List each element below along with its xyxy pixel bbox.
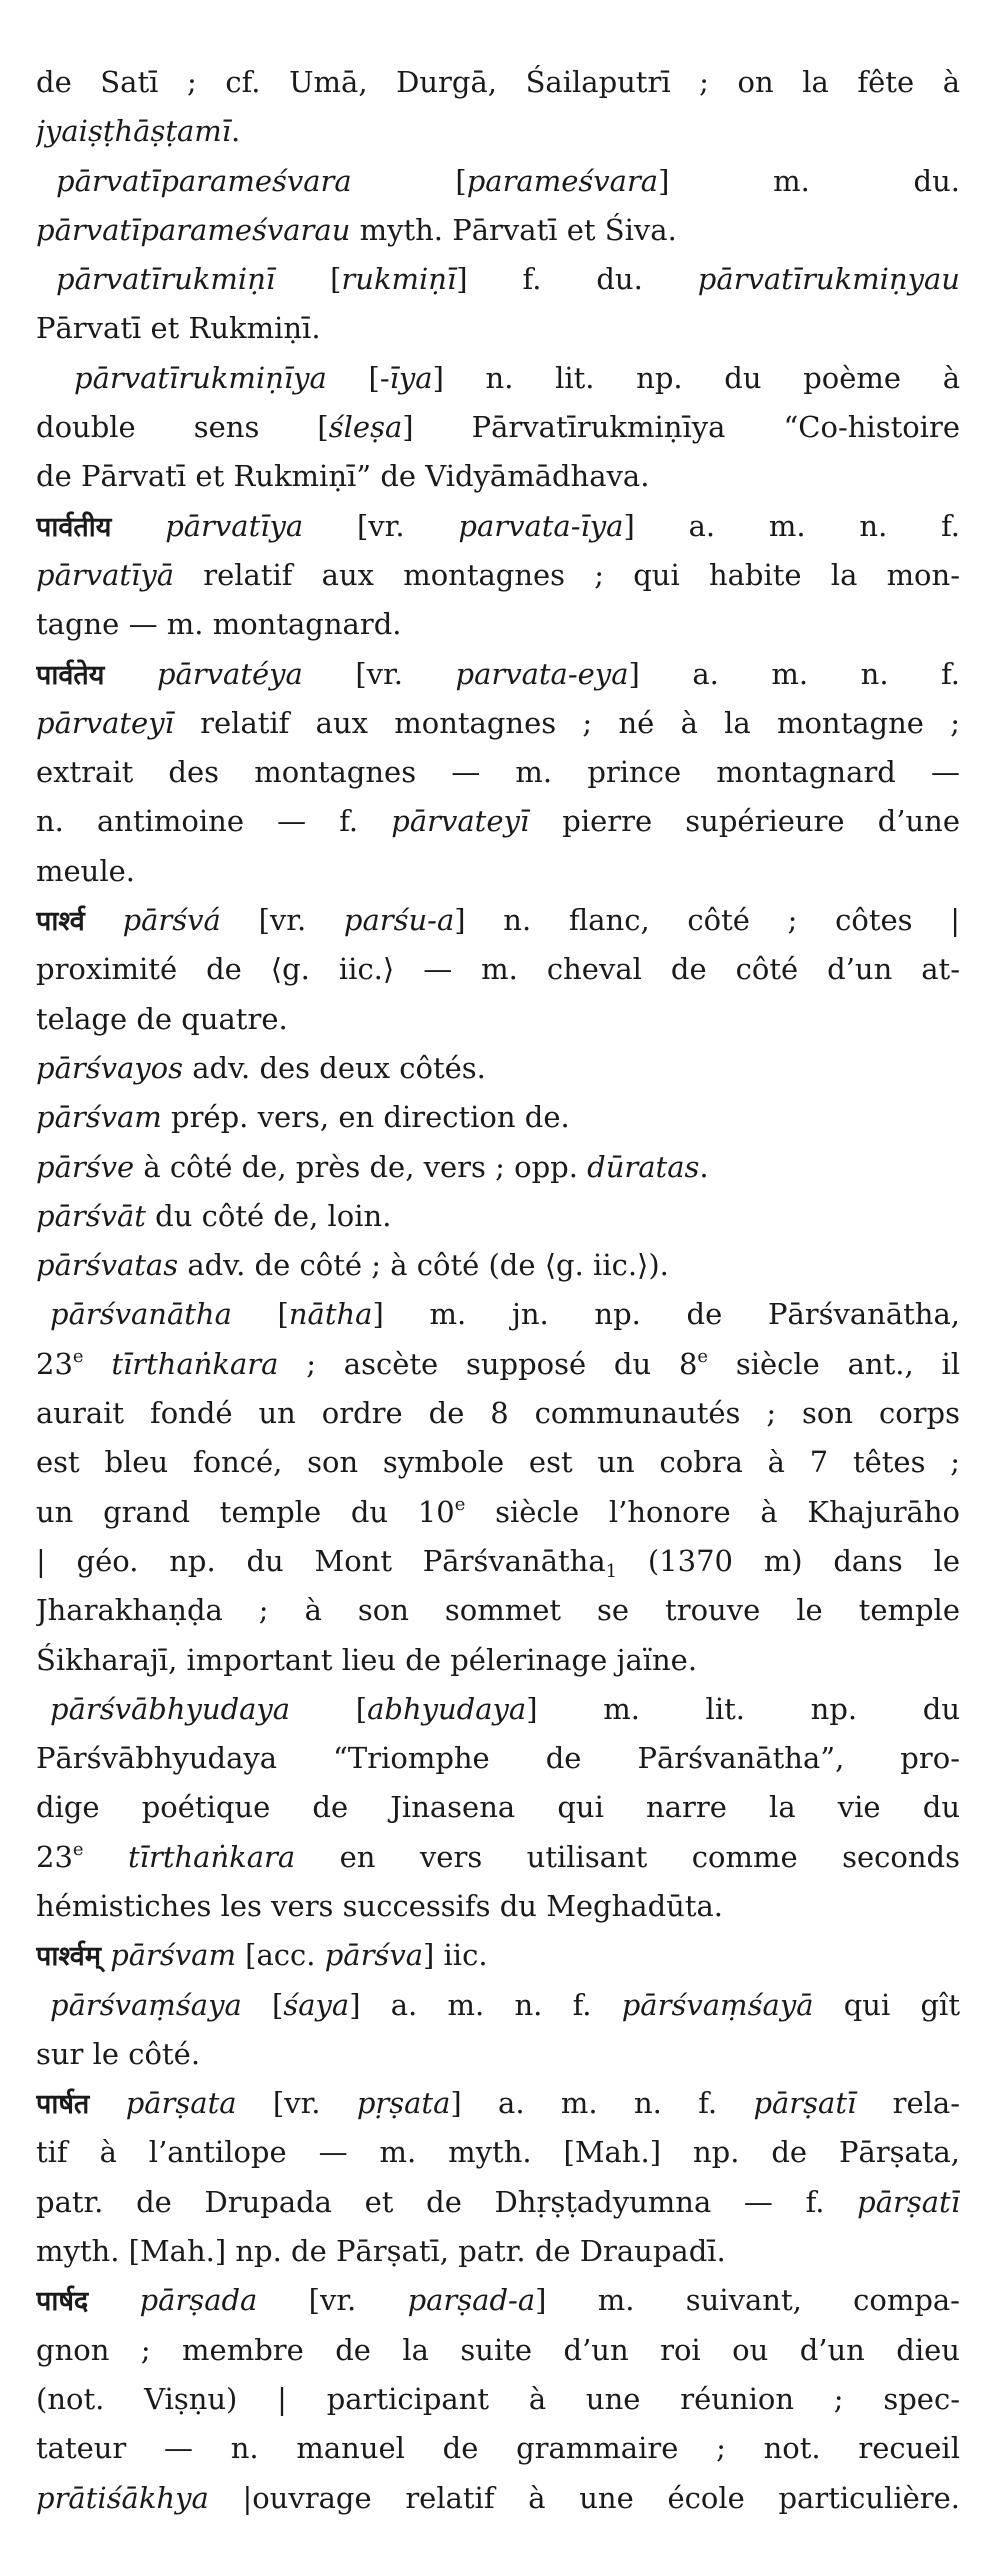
- text-line: Jharakhaṇḍa ; à son sommet se trouve le temple: [36, 1593, 960, 1628]
- text-line: pārśvam prép. vers, en direction de.: [36, 1100, 570, 1135]
- text-line: pārśve à côté de, près de, vers ; opp. dūratas.: [36, 1149, 709, 1184]
- text-line: hémistiches les vers successifs du Meghadūta.: [36, 1888, 723, 1923]
- text-line: 23e tīrthaṅkara ; ascète supposé du 8e siècle ant., il: [36, 1345, 960, 1381]
- text-line: un grand temple du 10e siècle l’honore à Khajurāho: [36, 1493, 960, 1529]
- text-line: prātiśākhya |ouvrage relatif à une école particulière.: [36, 2480, 960, 2515]
- text-line: telage de quatre.: [36, 1001, 288, 1036]
- text-line: est bleu foncé, son symbole est un cobra à 7 têtes ;: [36, 1445, 960, 1480]
- text-line: पार्षत pārṣata [vr. pṛṣata] a. m. n. f. pārṣatī rela-: [36, 2086, 960, 2121]
- text-line: pārvatīyā relatif aux montagnes ; qui habite la mon-: [36, 557, 960, 592]
- text-line: gnon ; membre de la suite d’un roi ou d’un dieu: [36, 2332, 960, 2367]
- text-line: sur le côté.: [36, 2036, 201, 2071]
- text-line: tif à l’antilope — m. myth. [Mah.] np. de Pārṣata,: [36, 2135, 960, 2170]
- text-line: aurait fondé un ordre de 8 communautés ; son corps: [36, 1396, 960, 1431]
- text-line: extrait des montagnes — m. prince montagnard —: [36, 755, 960, 790]
- text-line: pārvateyī relatif aux montagnes ; né à la montagne ;: [36, 705, 960, 740]
- text-line: de Pārvatī et Rukmiṇī” de Vidyāmādhava.: [36, 459, 650, 494]
- text-line: pārvatīparameśvarau myth. Pārvatī et Śiva.: [36, 212, 677, 247]
- text-line: Pārvatī et Rukmiṇī.: [36, 311, 321, 346]
- text-line: पार्श्वम् pārśvam [acc. pārśva] iic.: [36, 1938, 488, 1973]
- text-line: पार्वतेय pārvatéya [vr. parvata-eya] a. m. n. f.: [36, 656, 960, 691]
- text-line: pārvatīparameśvara [parameśvara] m. du.: [56, 163, 960, 198]
- text-line: proximité de ⟨g. iic.⟩ — m. cheval de côté d’un at-: [36, 952, 960, 987]
- text-line: | géo. np. du Mont Pārśvanātha$_1$ (1370 m) dans le: [36, 1543, 960, 1582]
- text-line: Pārśvābhyudaya “Triomphe de Pārśvanātha”, pro-: [36, 1741, 960, 1776]
- text-line: tateur — n. manuel de grammaire ; not. recueil: [36, 2431, 960, 2466]
- text-line: pārvatīrukmiṇī [rukmiṇī] f. du. pārvatīrukmiṇyau: [56, 262, 960, 297]
- text-line: (not. Viṣṇu) | participant à une réunion ; spec-: [36, 2381, 960, 2416]
- text-line: पार्वतीय pārvatīya [vr. parvata-īya] a. m. n. f.: [36, 508, 960, 543]
- text-line: de Satī ; cf. Umā, Durgā, Śailaputrī ; on la fête à: [36, 65, 960, 99]
- text-line: 23e tīrthaṅkara en vers utilisant comme seconds: [36, 1838, 960, 1874]
- text-line: pārśvatas adv. de côté ; à côté (de ⟨g. iic.⟩).: [36, 1248, 669, 1283]
- text-line: pārśvāt du côté de, loin.: [36, 1198, 392, 1233]
- text-line: pārvatīrukmiṇīya [-īya] n. lit. np. du poème à: [74, 360, 960, 395]
- text-line: n. antimoine — f. pārvateyī pierre supérieure d’une: [36, 804, 960, 839]
- text-line: पार्षद pārṣada [vr. parṣad-a] m. suivant, compa-: [36, 2283, 960, 2318]
- text-line: pārśvayos adv. des deux côtés.: [36, 1050, 486, 1085]
- text-line: patr. de Drupada et de Dhṛṣṭadyumna — f. pārṣatī: [36, 2184, 960, 2219]
- text-line: jyaiṣṭhāṣṭamī.: [36, 114, 241, 149]
- text-line: पार्श्व pārśvá [vr. parśu-a] n. flanc, côté ; côtes |: [36, 903, 960, 938]
- text-line: meule.: [36, 853, 135, 888]
- text-line: double sens [śleṣa] Pārvatīrukmiṇīya “Co-histoire: [36, 410, 960, 445]
- text-line: pārśvābhyudaya [abhyudaya] m. lit. np. du: [50, 1691, 960, 1726]
- text-line: tagne — m. montagnard.: [36, 607, 402, 642]
- text-line: myth. [Mah.] np. de Pārṣatī, patr. de Draupadī.: [36, 2234, 726, 2269]
- text-line: pārśvaṃśaya [śaya] a. m. n. f. pārśvaṃśayā qui gît: [50, 1987, 960, 2022]
- text-line: Śikharajī, important lieu de pélerinage jaïne.: [36, 1642, 698, 1677]
- text-line: dige poétique de Jinasena qui narre la vie du: [36, 1790, 960, 1825]
- text-line: pārśvanātha [nātha] m. jn. np. de Pārśvanātha,: [50, 1297, 960, 1332]
